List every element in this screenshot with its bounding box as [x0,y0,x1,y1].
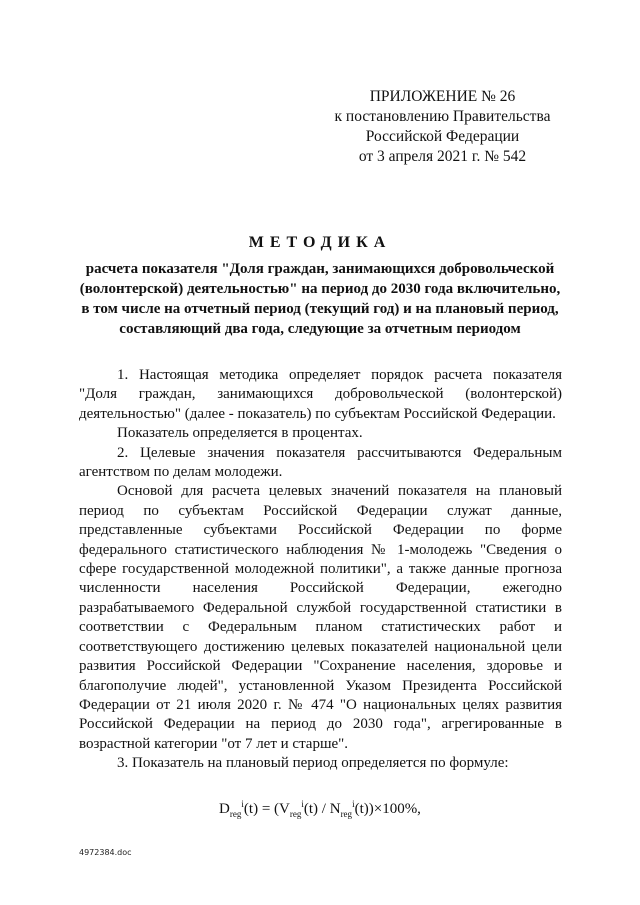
document-title: МЕТОДИКА [248,234,392,251]
paragraph-2: Показатель определяется в процентах. [117,425,363,442]
formula-n: N [329,801,341,817]
formula-sub: reg [289,809,302,819]
formula-sup: i [352,799,355,809]
appendix-number: ПРИЛОЖЕНИЕ № 26 [369,88,516,105]
document-body [79,366,562,774]
formula-d: D [219,801,230,817]
paragraph-4: Основой для расчета целевых значений показателя на плановый период по субъектам Российской Федерации служат данные, представленные субъектами Российской Федерации по форме федерального статистического наблюдения № 1-молодежь "Сведения о сфере государственной молодежной политики", а также данные прогноза численности населения Российской Федерации, ежегодно разрабатываемого Федеральной службой государственной статистики в соответствии с Федеральным планом статистических работ и соответствующего достижению целевых показателей национальной цели развития Российской Федерации "Сохранение населения, здоровье и благополучие людей", установленной Указом Президента Российской Федерации от 21 июля 2020 г. № 474 "О национальных целях развития Российской Федерации на период до 2030 года", агрегированные в возрастной категории "от 7 лет и старше". [79,483,562,752]
paragraph-5: 3. Показатель на плановый период определяется по формуле: [117,755,509,772]
paragraph-1: 1. Настоящая методика определяет порядок расчета показателя "Доля граждан, занимающихся добровольческой (волонтерской) деятельностью" (далее - показатель) по субъектам Российской Федерации. [79,367,562,422]
formula-v: V [279,801,290,817]
subtitle-line: в том числе на отчетный период (текущий год) и на плановый период, [81,301,559,317]
formula [0,801,640,818]
paragraph-3: 2. Целевые значения показателя рассчитываются Федеральным агентством по делам молодежи. [79,444,562,481]
formula-sub: reg [229,809,242,819]
formula-sup: i [241,799,244,809]
appendix-header [330,87,555,167]
subtitle-line: составляющий два года, следующие за отчетным периодом [119,321,521,337]
document-subtitle [70,259,570,339]
appendix-date: от 3 апреля 2021 г. № 542 [358,148,527,165]
formula-part: (t))×100%, [354,801,421,817]
subtitle-line: расчета показателя "Доля граждан, занимающихся добровольческой [85,261,555,277]
formula-sub: reg [340,809,353,819]
formula-part: (t) = ( [243,801,280,817]
appendix-reference: к постановлению Правительства [334,108,551,125]
formula-sup: i [301,799,304,809]
subtitle-line: (волонтерской) деятельностью" на период до 2030 года включительно, [79,281,561,297]
appendix-authority: Российской Федерации [365,128,520,145]
formula-part: (t) / [303,801,330,817]
file-name-footer: 4972384.doc [79,848,132,857]
